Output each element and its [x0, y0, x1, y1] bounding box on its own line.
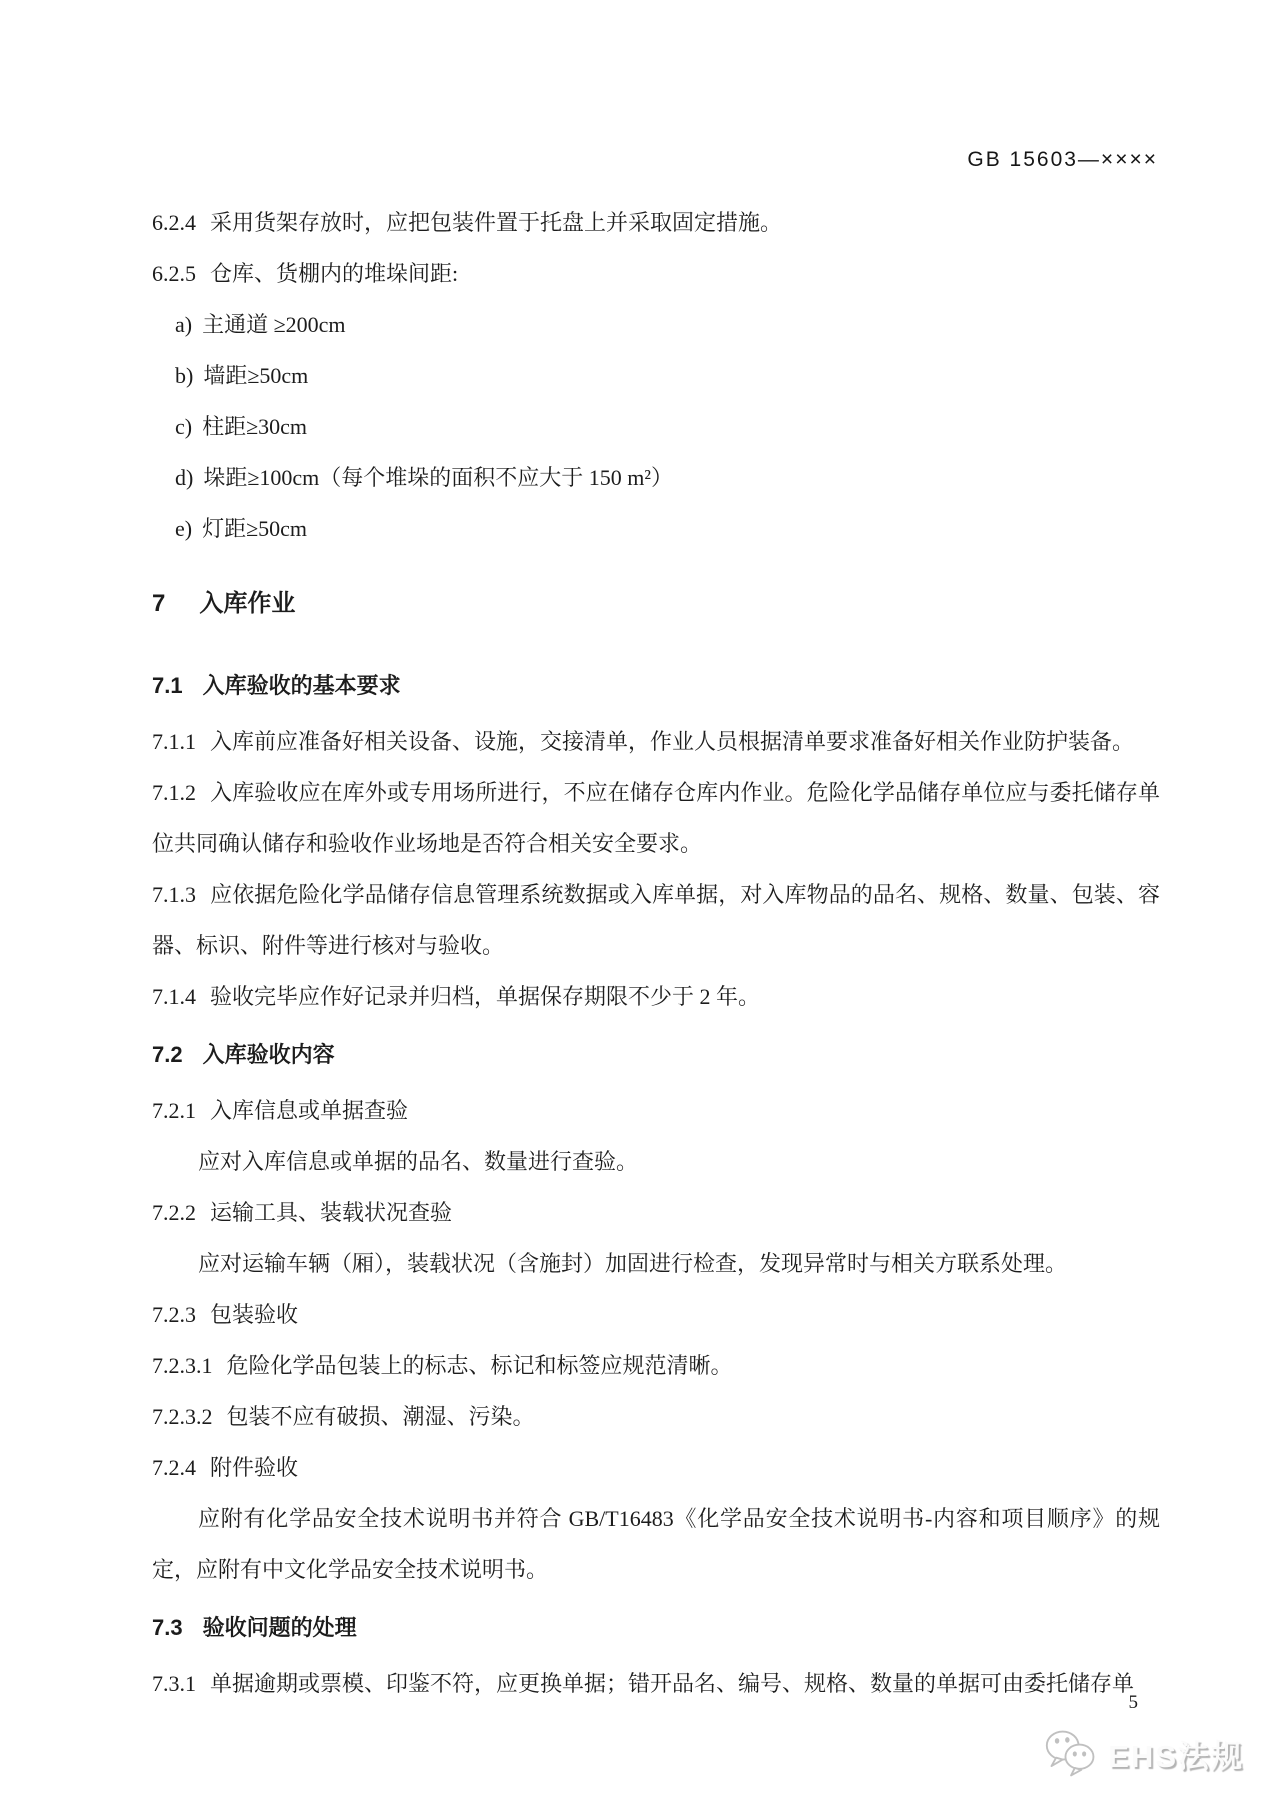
list-text: 柱距≥30cm: [202, 414, 308, 439]
clause-text: 应依据危险化学品储存信息管理系统数据或入库单据，对入库物品的品名、规格、数量、包装、容器、标识、附件等进行核对与验收。: [152, 882, 1160, 958]
clause-7-1-1: [152, 716, 1160, 767]
clause-text: 入库前应准备好相关设备、设施，交接清单，作业人员根据清单要求准备好相关作业防护装备。: [210, 729, 1135, 754]
standard-code: GB 15603—××××: [967, 148, 1158, 171]
watermark-label: EHS法规: [1108, 1738, 1244, 1774]
clause-text: 验收完毕应作好记录并归档，单据保存期限不少于 2 年。: [210, 984, 761, 1009]
list-marker: d): [175, 465, 194, 490]
paragraph-7-2-4-body: 应附有化学品安全技术说明书并符合 GB/T16483《化学品安全技术说明书-内容和项目顺序》的规定，应附有中文化学品安全技术说明书。: [152, 1506, 1160, 1582]
section-7-3-heading: [152, 1602, 1160, 1653]
chapter-number: 7: [152, 590, 166, 617]
clause-7-2-2: [152, 1187, 1160, 1238]
list-marker: e): [175, 516, 193, 541]
document-body: [152, 197, 1160, 1709]
clause-number: 7.1.3: [152, 882, 196, 907]
clause-number: 7.2.3.1: [152, 1353, 213, 1378]
clause-number: 7.2.1: [152, 1098, 196, 1123]
clause-text: 运输工具、装载状况查验: [210, 1200, 453, 1225]
paragraph-7-2-1-body: 应对入库信息或单据的品名、数量进行查验。: [198, 1149, 639, 1174]
clause-number: 7.2.4: [152, 1455, 196, 1480]
clause-number: 7.2.3: [152, 1302, 196, 1327]
clause-7-1-3: [152, 869, 1160, 971]
clause-text: 单据逾期或票模、印鉴不符，应更换单据；错开品名、编号、规格、数量的单据可由委托储存单: [210, 1671, 1135, 1696]
clause-number: 7.3.1: [152, 1671, 196, 1696]
clause-number: 7.1.1: [152, 729, 196, 754]
list-item-e: [175, 503, 1160, 554]
section-title: 入库验收的基本要求: [202, 673, 401, 698]
section-number: 7.1: [152, 673, 183, 698]
clause-number: 7.2.2: [152, 1200, 196, 1225]
chapter-title: 入库作业: [199, 590, 296, 617]
list-marker: a): [175, 312, 193, 337]
clause-text: 仓库、货棚内的堆垛间距:: [210, 261, 459, 286]
clause-text: 附件验收: [210, 1455, 299, 1480]
clause-7-1-4: [152, 971, 1160, 1022]
list-text: 垛距≥100cm（每个堆垛的面积不应大于 150 m²）: [203, 465, 673, 490]
chapter-7-heading: [152, 578, 1160, 629]
clause-number: 6.2.4: [152, 210, 196, 235]
clause-6-2-5: [152, 248, 1160, 299]
clause-number: 6.2.5: [152, 261, 196, 286]
clause-6-2-4: [152, 197, 1160, 248]
clause-7-2-1: [152, 1085, 1160, 1136]
clause-text: 采用货架存放时，应把包装件置于托盘上并采取固定措施。: [210, 210, 783, 235]
clause-number: 7.1.4: [152, 984, 196, 1009]
section-number: 7.3: [152, 1615, 183, 1640]
page-number: 5: [1128, 1692, 1138, 1713]
clause-text: 入库信息或单据查验: [210, 1098, 409, 1123]
list-item-a: [175, 299, 1160, 350]
section-number: 7.2: [152, 1042, 183, 1067]
section-title: 入库验收内容: [202, 1042, 335, 1067]
section-7-2-heading: [152, 1029, 1160, 1080]
list-text: 主通道 ≥200cm: [202, 312, 346, 337]
list-marker: b): [175, 363, 194, 388]
clause-7-2-4: [152, 1442, 1160, 1493]
list-marker: c): [175, 414, 193, 439]
clause-7-1-2: [152, 767, 1160, 869]
list-item-d: [175, 452, 1160, 503]
clause-number: 7.1.2: [152, 780, 196, 805]
list-item-c: [175, 401, 1160, 452]
clause-text: 包装验收: [210, 1302, 299, 1327]
section-title: 验收问题的处理: [202, 1615, 357, 1640]
clause-text: 入库验收应在库外或专用场所进行，不应在储存仓库内作业。危险化学品储存单位应与委托储存单位共同确认储存和验收作业场地是否符合相关安全要求。: [152, 780, 1160, 856]
list-text: 灯距≥50cm: [202, 516, 308, 541]
watermark: [1044, 1728, 1244, 1778]
clause-text: 包装不应有破损、潮湿、污染。: [226, 1404, 535, 1429]
section-7-1-heading: [152, 660, 1160, 711]
clause-7-2-3: [152, 1289, 1160, 1340]
clause-7-2-3-2: [152, 1391, 1160, 1442]
clause-7-3-1: [152, 1658, 1160, 1709]
clause-text: 危险化学品包装上的标志、标记和标签应规范清晰。: [226, 1353, 733, 1378]
clause-7-2-3-1: [152, 1340, 1160, 1391]
list-item-b: [175, 350, 1160, 401]
clause-number: 7.2.3.2: [152, 1404, 213, 1429]
paragraph-7-2-2-body: 应对运输车辆（厢），装载状况（含施封）加固进行检查，发现异常时与相关方联系处理。: [198, 1251, 1068, 1276]
list-text: 墙距≥50cm: [203, 363, 309, 388]
wechat-icon: [1044, 1728, 1100, 1778]
